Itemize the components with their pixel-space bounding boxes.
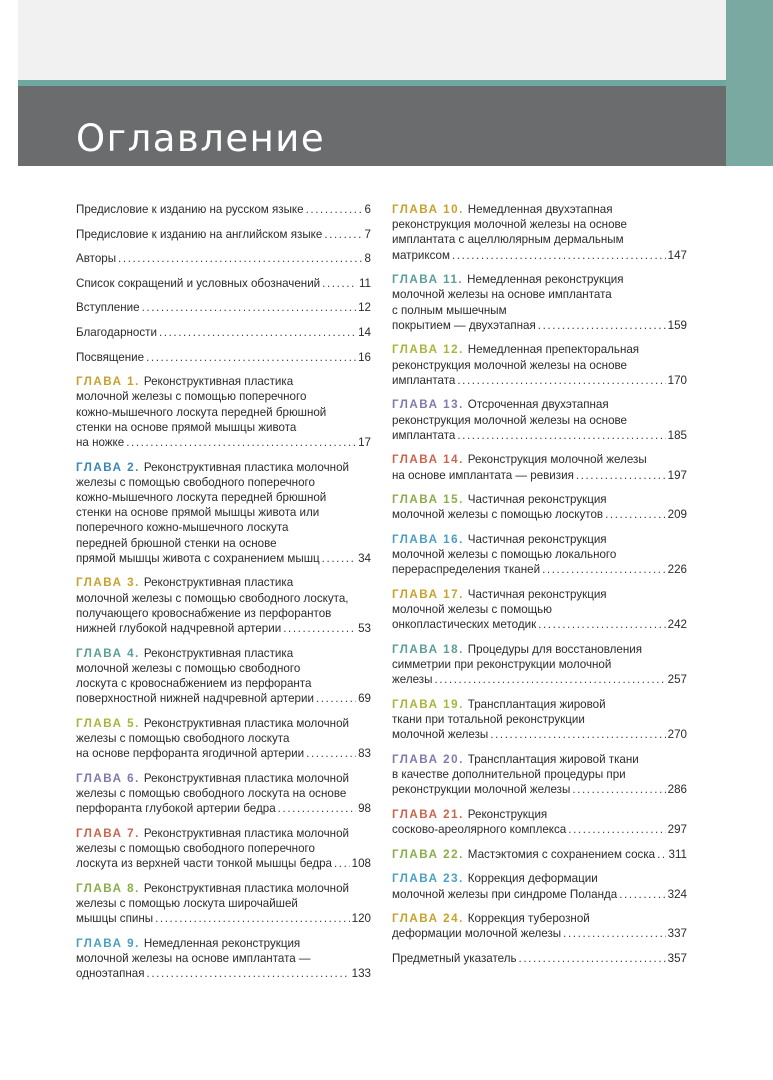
toc-entry-line (392, 507, 687, 522)
toc-entry-line (392, 871, 687, 886)
toc-entry-line (392, 248, 687, 263)
toc-entry-text: молочной железы (392, 728, 489, 742)
leader-dots (538, 318, 666, 333)
toc-entry-text: поперечного кожно-мышечного лоскута (76, 521, 289, 535)
toc-entry-text: реконструкция молочной железы на основе (392, 413, 627, 427)
toc-entry-line (76, 606, 371, 621)
toc-entry-text: Реконструктивная пластика молочной (143, 460, 349, 474)
page-number: 108 (351, 857, 371, 871)
toc-entry-text: молочной железы с помощью локального (392, 548, 617, 562)
chapter-label: ГЛАВА 6. (76, 771, 140, 785)
chapter-label: ГЛАВА 24. (392, 912, 464, 926)
toc-entry-text: лоскута из верхней части тонкой мышцы бедра (76, 857, 332, 871)
page-number: 357 (667, 951, 687, 965)
toc-entry-line (76, 676, 371, 691)
toc-entry-line (76, 621, 371, 636)
page-number: 159 (667, 318, 687, 332)
toc-entry-line (76, 591, 371, 606)
leader-dots (155, 911, 350, 926)
toc-entry-text: Немедленная реконструкция (467, 273, 624, 287)
leader-dots (538, 617, 666, 632)
leader-dots (563, 926, 666, 941)
toc-entry-text: сосково-ареолярного комплекса (392, 823, 567, 837)
toc-entry-text: железы с помощью лоскута широчайшей (76, 896, 298, 910)
page-number: 17 (358, 435, 371, 449)
toc-entry-line (76, 826, 371, 841)
toc-entry-text: Предисловие к изданию на английском языке (76, 227, 323, 241)
page-number: 311 (668, 847, 687, 861)
toc-entry-line (76, 951, 371, 966)
toc-entry[interactable] (392, 951, 687, 966)
toc-entry-line (392, 697, 687, 712)
toc-entry-line (76, 746, 371, 761)
toc-entry-text: Реконструктивная пластика (143, 646, 294, 660)
chapter-label: ГЛАВА 15. (392, 493, 464, 507)
page-number: 98 (358, 802, 371, 816)
toc-entry-text: реконструкция молочной железы на основе (392, 218, 627, 232)
toc-entry-text: Посвящение (76, 350, 145, 364)
toc-entry-text: прямой мышцы живота с сохранением мышц (76, 551, 320, 565)
toc-entry-text: Реконструктивная пластика молочной (143, 826, 349, 840)
page-number: 6 (364, 203, 371, 216)
toc-entry-line (76, 202, 371, 217)
toc-entry-text: нижней глубокой надчревной артерии (76, 621, 282, 635)
toc-entry-text: железы с помощью свободного лоскута (76, 731, 290, 745)
toc-entry-text: Частичная реконструкция (467, 588, 607, 601)
toc-entry-text: Частичная реконструкция (467, 493, 607, 507)
toc-entry-line (392, 642, 687, 657)
header-top-band (18, 0, 726, 80)
toc-entry-text: перфоранта глубокой артерии бедра (76, 802, 276, 816)
toc-entry-line (392, 887, 687, 902)
toc-entry-text: Коррекция туберозной (467, 912, 590, 926)
toc-entry-line (392, 712, 687, 727)
toc-entry-line (392, 318, 687, 333)
chapter-label: ГЛАВА 12. (392, 343, 464, 357)
leader-dots (572, 782, 665, 797)
page-number: 53 (358, 621, 371, 635)
chapter-label: ГЛАВА 2. (76, 460, 140, 474)
toc-entry-text: в качестве дополнительной процедуры при (392, 768, 626, 782)
toc-entry-text: Предисловие к изданию на русском языке (76, 203, 304, 216)
toc-entry-text: молочной железы с помощью свободного лоскута, (76, 591, 349, 605)
toc-entry-line (76, 575, 371, 590)
toc-entry-text: кожно-мышечного лоскута передней брюшной (76, 405, 327, 419)
toc-entry-text: Немедленная двухэтапная (467, 203, 613, 216)
toc-entry-text: Трансплантация жировой ткани (467, 753, 639, 766)
toc-entry-line (76, 536, 371, 551)
toc-entry-line (76, 966, 371, 981)
toc-entry-text: стенки на основе прямой мышцы живота или (76, 506, 320, 520)
toc-entry-line (392, 492, 687, 507)
page-number: 209 (667, 508, 687, 522)
page-title: Оглавление (76, 117, 326, 160)
toc-entry-line (76, 405, 371, 420)
toc-entry-line (76, 911, 371, 926)
leader-dots (306, 746, 356, 761)
chapter-label: ГЛАВА 8. (76, 881, 140, 895)
toc-entry-line (76, 801, 371, 816)
toc-entry[interactable] (392, 342, 687, 388)
toc-entry-line (392, 782, 687, 797)
leader-dots (568, 822, 665, 837)
toc-entry-line (76, 841, 371, 856)
toc-entry[interactable] (392, 452, 687, 482)
toc-entry-text: стенки на основе прямой мышцы живота (76, 420, 297, 434)
toc-entry-text: покрытием — двухэтапная (392, 318, 536, 332)
toc-entry-text: перераспределения тканей (392, 563, 541, 577)
toc-entry-text: поверхностной нижней надчревной артерии (76, 692, 314, 706)
page-number: 257 (667, 673, 687, 687)
toc-entry-line (76, 389, 371, 404)
leader-dots (126, 435, 356, 450)
toc-entry-line (76, 771, 371, 786)
toc-entry-text: Реконструктивная пластика молочной (143, 716, 349, 730)
toc-entry[interactable] (76, 276, 371, 291)
toc-entry[interactable] (392, 587, 687, 633)
toc-entry-line (76, 520, 371, 535)
toc-entry-line (76, 460, 371, 475)
toc-entry-line (392, 727, 687, 742)
toc-entry-line (76, 856, 371, 871)
toc-entry-text: Немедленная реконструкция (143, 936, 301, 950)
toc-entry-text: кожно-мышечного лоскута передней брюшной (76, 490, 327, 504)
page-number: 14 (358, 325, 371, 339)
toc-entry-text: с полным мышечным (392, 303, 507, 317)
toc-right-column (392, 202, 687, 976)
toc-entry-line (392, 911, 687, 926)
toc-entry-line (392, 951, 687, 966)
toc-entry-line (392, 767, 687, 782)
toc-entry-line (392, 303, 687, 318)
page-number: 297 (667, 823, 687, 837)
toc-entry-line (76, 646, 371, 661)
toc-entry[interactable] (76, 716, 371, 762)
toc-entry-line (392, 217, 687, 232)
chapter-label: ГЛАВА 4. (76, 646, 140, 660)
page-number: 133 (351, 967, 371, 981)
toc-entry-text: Частичная реконструкция (467, 533, 607, 546)
toc-entry-text: железы с помощью свободного поперечного (76, 475, 315, 489)
leader-dots (278, 801, 356, 816)
leader-dots (434, 672, 665, 687)
leader-dots (316, 691, 356, 706)
leader-dots (142, 300, 357, 315)
toc-entry-text: передней брюшной стенки на основе (76, 536, 277, 550)
chapter-label: ГЛАВА 18. (392, 643, 464, 656)
toc-entry-line (392, 657, 687, 672)
page-number: 242 (667, 618, 687, 632)
toc-entry-text: Реконструктивная пластика (143, 375, 294, 389)
toc-entry-line (76, 325, 371, 340)
chapter-label: ГЛАВА 3. (76, 576, 140, 590)
toc-entry-line (392, 428, 687, 443)
toc-entry-line (392, 232, 687, 247)
toc-entry-text: мышцы спины (76, 912, 154, 926)
toc-entry-line (392, 822, 687, 837)
toc-entry-line (76, 661, 371, 676)
toc-entry-text: матриксом (392, 248, 450, 262)
toc-entry-line (76, 551, 371, 566)
toc-entry-line (392, 468, 687, 483)
toc-entry[interactable] (392, 532, 687, 578)
chapter-label: ГЛАВА 10. (392, 203, 464, 216)
toc-entry-text: Авторы (76, 252, 117, 266)
side-tab (726, 0, 773, 166)
toc-entry-line (76, 300, 371, 315)
toc-entry-text: на основе перфоранта ягодичной артерии (76, 747, 305, 761)
toc-entry[interactable] (76, 646, 371, 707)
toc-entry-text: молочной железы на основе имплантата (392, 288, 612, 302)
toc-entry-line (76, 276, 371, 291)
toc-entry[interactable] (76, 936, 371, 982)
toc-entry-line (76, 227, 371, 242)
page-number: 8 (364, 252, 371, 266)
leader-dots (457, 428, 665, 443)
page-number: 83 (358, 747, 371, 761)
page-number: 170 (667, 373, 687, 387)
toc-entry-text: Благодарности (76, 325, 157, 339)
toc-entry-line (392, 587, 687, 602)
toc-entry-text: молочной железы при синдроме Поланда (392, 887, 618, 901)
toc-entry[interactable] (392, 847, 687, 862)
toc-entry[interactable] (392, 642, 687, 688)
toc-entry-line (392, 547, 687, 562)
toc-entry-text: Трансплантация жировой (467, 698, 606, 711)
toc-entry-line (392, 602, 687, 617)
page-number: 197 (667, 468, 687, 482)
toc-entry-text: Реконструктивная пластика молочной (143, 881, 349, 895)
leader-dots (306, 202, 363, 217)
toc-entry-line (392, 358, 687, 373)
chapter-label: ГЛАВА 14. (392, 453, 464, 467)
page-number: 270 (667, 728, 687, 742)
chapter-label: ГЛАВА 22. (392, 847, 464, 861)
toc-entry[interactable] (392, 911, 687, 941)
toc-entry-text: Реконструкция (467, 808, 548, 821)
leader-dots (322, 276, 357, 291)
toc-entry-line (76, 374, 371, 389)
leader-dots (452, 248, 666, 263)
toc-entry-text: одноэтапная (76, 967, 145, 981)
toc-entry-text: Немедленная препекторальная (467, 343, 640, 357)
toc-entry-line (392, 926, 687, 941)
page-number: 120 (351, 912, 371, 926)
toc-entry-line (76, 350, 371, 365)
chapter-label: ГЛАВА 11. (392, 273, 464, 287)
toc-entry[interactable] (392, 871, 687, 901)
chapter-label: ГЛАВА 1. (76, 375, 140, 389)
toc-entry-line (76, 420, 371, 435)
toc-entry-text: молочной железы с помощью поперечного (76, 390, 307, 404)
leader-dots (457, 373, 665, 388)
toc-entry-line (392, 397, 687, 412)
toc-entry-line (392, 272, 687, 287)
toc-entry-line (76, 731, 371, 746)
toc-entry-line (76, 936, 371, 951)
toc-entry-text: Предметный указатель (392, 951, 517, 965)
toc-entry-line (392, 807, 687, 822)
toc-entry-text: молочной железы с помощью свободного (76, 661, 301, 675)
page-number: 324 (667, 887, 687, 901)
chapter-label: ГЛАВА 23. (392, 872, 464, 886)
toc-entry-text: Отсроченная двухэтапная (467, 398, 609, 412)
toc-entry[interactable] (76, 826, 371, 872)
toc-entry-line (392, 452, 687, 467)
toc-entry-line (392, 672, 687, 687)
toc-entry-text: молочной железы на основе имплантата — (76, 951, 311, 965)
toc-entry-text: симметрии при реконструкции молочной (392, 658, 612, 672)
toc-entry[interactable] (392, 697, 687, 743)
toc-entry-text: Реконструктивная пластика молочной (143, 771, 349, 785)
toc-entry[interactable] (392, 807, 687, 837)
page-number: 185 (667, 428, 687, 442)
toc-entry-text: Мастэктомия с сохранением соска (467, 847, 656, 861)
page-number: 12 (358, 301, 371, 315)
toc-entry-line (392, 562, 687, 577)
toc-entry-line (392, 342, 687, 357)
toc-entry[interactable] (392, 492, 687, 522)
chapter-label: ГЛАВА 21. (392, 808, 464, 821)
toc-entry-text: реконструкция молочной железы на основе (392, 358, 627, 372)
toc-entry[interactable] (76, 350, 371, 365)
toc-entry-line (392, 532, 687, 547)
leader-dots (159, 325, 356, 340)
toc-entry-text: Список сокращений и условных обозначений (76, 276, 321, 290)
chapter-label: ГЛАВА 17. (392, 588, 464, 601)
toc-entry-text: получающего кровоснабжение из перфорантов (76, 606, 332, 620)
toc-entry[interactable] (392, 272, 687, 333)
toc-entry-text: деформации молочной железы (392, 927, 562, 941)
toc-entry[interactable] (76, 227, 371, 242)
toc-entry-text: имплантата с ацеллюлярным дермальным (392, 233, 624, 247)
chapter-label: ГЛАВА 20. (392, 753, 464, 766)
leader-dots (605, 507, 666, 522)
toc-entry[interactable] (76, 771, 371, 817)
toc-entry-text: молочной железы с помощью лоскутов (392, 508, 604, 522)
toc-entry[interactable] (76, 881, 371, 927)
toc-entry[interactable] (76, 300, 371, 315)
leader-dots (657, 847, 666, 862)
toc-entry-line (392, 287, 687, 302)
leader-dots (334, 856, 350, 871)
page-number: 7 (364, 227, 371, 241)
toc-entry[interactable] (76, 251, 371, 266)
toc-left-column (76, 202, 371, 991)
toc-entry[interactable] (392, 202, 687, 263)
chapter-label: ГЛАВА 19. (392, 698, 464, 711)
toc-entry-line (76, 691, 371, 706)
page-number: 226 (667, 563, 687, 577)
chapter-label: ГЛАВА 13. (392, 398, 464, 412)
page-number: 11 (358, 276, 371, 290)
toc-entry-line (76, 786, 371, 801)
toc-entry[interactable] (392, 752, 687, 798)
toc-entry[interactable] (76, 325, 371, 340)
toc-entry-text: лоскута с кровоснабжением из перфоранта (76, 676, 312, 690)
toc-entry-line (76, 881, 371, 896)
page-number: 34 (358, 551, 371, 565)
leader-dots (519, 951, 666, 966)
toc-entry-line (392, 202, 687, 217)
page-number: 337 (667, 927, 687, 941)
toc-entry-line (392, 373, 687, 388)
leader-dots (619, 887, 665, 902)
toc-entry-line (392, 847, 687, 862)
leader-dots (324, 227, 362, 242)
toc-entry-line (76, 716, 371, 731)
toc-entry-line (392, 413, 687, 428)
toc-entry-line (76, 251, 371, 266)
leader-dots (147, 966, 350, 981)
toc-entry-text: на ножке (76, 435, 125, 449)
toc-entry-text: железы с помощью свободного поперечного (76, 841, 315, 855)
toc-entry-text: на основе имплантата — ревизия (392, 468, 574, 482)
leader-dots (118, 251, 363, 266)
toc-entry-text: железы с помощью свободного лоскута на основе (76, 786, 347, 800)
toc-entry-text: ткани при тотальной реконструкции (392, 713, 585, 727)
chapter-label: ГЛАВА 9. (76, 936, 140, 950)
toc-entry[interactable] (76, 575, 371, 636)
toc-entry-text: молочной железы с помощью (392, 603, 552, 617)
chapter-label: ГЛАВА 5. (76, 716, 140, 730)
page-number: 69 (358, 692, 371, 706)
page-number: 16 (358, 350, 371, 364)
toc-entry-text: имплантата (392, 428, 456, 442)
toc-entry-text: реконструкции молочной железы (392, 783, 571, 797)
toc-entry-text: имплантата (392, 373, 456, 387)
chapter-label: ГЛАВА 7. (76, 826, 140, 840)
leader-dots (146, 350, 356, 365)
toc-entry[interactable] (392, 397, 687, 443)
page-number: 147 (667, 248, 687, 262)
toc-entry-line (76, 435, 371, 450)
leader-dots (283, 621, 356, 636)
leader-dots (576, 468, 666, 483)
leader-dots (542, 562, 666, 577)
page-number: 286 (667, 783, 687, 797)
toc-entry-line (76, 475, 371, 490)
leader-dots (322, 551, 356, 566)
chapter-label: ГЛАВА 16. (392, 533, 464, 546)
leader-dots (490, 727, 665, 742)
toc-entry-line (392, 617, 687, 632)
toc-entry-line (76, 505, 371, 520)
toc-entry-text: Реконструктивная пластика (143, 576, 294, 590)
toc-entry-text: онкопластических методик (392, 618, 537, 632)
toc-entry[interactable] (76, 460, 371, 566)
toc-entry-line (76, 490, 371, 505)
toc-entry-line (76, 896, 371, 911)
toc-entry[interactable] (76, 374, 371, 450)
toc-entry-line (392, 752, 687, 767)
toc-entry-text: Реконструкция молочной железы (467, 453, 647, 467)
toc-entry[interactable] (76, 202, 371, 217)
toc-entry-text: железы (392, 673, 433, 687)
toc-entry-text: Вступление (76, 301, 140, 315)
toc-entry-text: Процедуры для восстановления (467, 643, 643, 656)
toc-entry-text: Коррекция деформации (467, 872, 598, 886)
